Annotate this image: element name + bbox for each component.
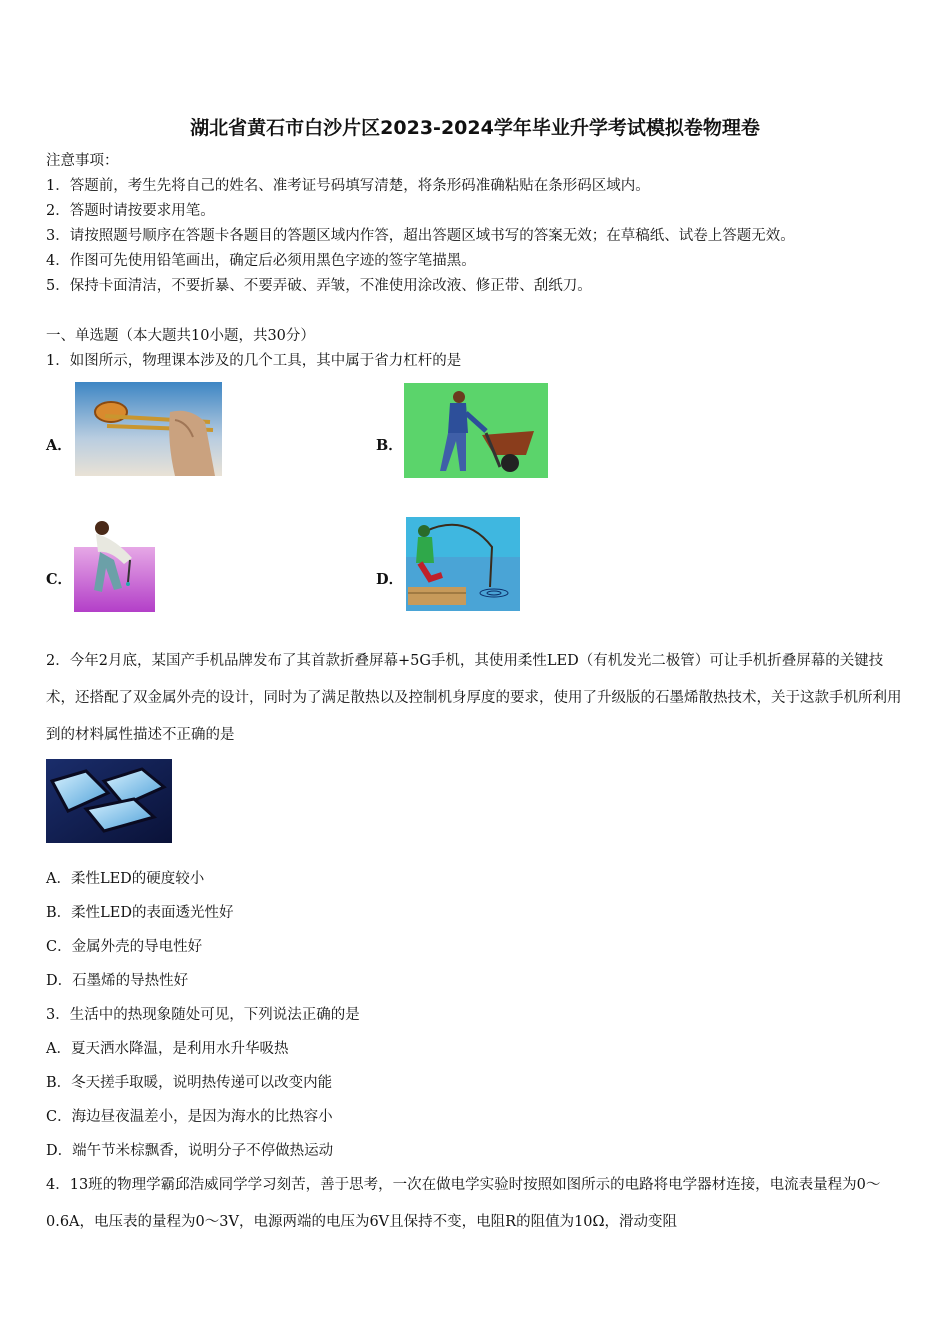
q1-option-a-label: A．	[46, 437, 72, 454]
q2-option-c: C．金属外壳的导电性好	[46, 939, 203, 955]
q3-option-c: C．海边昼夜温差小，是因为海水的比热容小	[46, 1109, 333, 1125]
tweezers-child-image	[74, 520, 155, 612]
q2-option-a: A．柔性LED的硬度较小	[46, 871, 205, 887]
chopsticks-image	[75, 382, 222, 476]
question-4-stem: 4．13班的物理学霸邱浩威同学学习刻苦，善于思考，一次在做电学实验时按照如图所示的电路将电学器材连接，电流表量程为0～0.6A，电压表的量程为0～3V，电源两端的电压为6V且保持不变，电阻R的阻值为10Ω，滑动变阻	[46, 1177, 881, 1230]
q3-option-d: D．端午节米棕飘香，说明分子不停做热运动	[46, 1143, 334, 1159]
notice-heading: 注意事项：	[46, 153, 119, 169]
notice-2: 2．答题时请按要求用笔。	[46, 203, 215, 219]
q2-option-b: B．柔性LED的表面透光性好	[46, 905, 234, 921]
fishing-rod-image	[406, 517, 520, 611]
notice-5: 5．保持卡面清洁，不要折暴、不要弄破、弄皱，不准使用涂改液、修正带、刮纸刀。	[46, 278, 592, 294]
q3-option-a: A．夏天洒水降温，是利用水升华吸热	[46, 1041, 289, 1057]
wheelbarrow-image	[404, 383, 548, 478]
q2-option-d: D．石墨烯的导热性好	[46, 973, 189, 989]
notice-1: 1．答题前，考生先将自己的姓名、准考证号码填写清楚，将条形码准确粘贴在条形码区域内。	[46, 178, 650, 194]
notice-4: 4．作图可先使用铅笔画出，确定后必须用黑色字迹的签字笔描黑。	[46, 253, 476, 269]
notice-3: 3．请按照题号顺序在答题卡各题目的答题区域内作答，超出答题区域书写的答案无效；在草稿纸、试卷上答题无效。	[46, 228, 795, 244]
page-title: 湖北省黄石市白沙片区2023-2024学年毕业升学考试模拟卷物理卷	[190, 117, 760, 139]
question-3-stem: 3．生活中的热现象随处可见，下列说法正确的是	[46, 1007, 360, 1023]
q1-option-c-label: C．	[46, 571, 73, 588]
q1-option-d-label: D．	[376, 571, 404, 588]
question-2-stem: 2．今年2月底，某国产手机品牌发布了其首款折叠屏幕+5G手机，其使用柔性LED（有机发光二极管）可让手机折叠屏幕的关键技术，还搭配了双金属外壳的设计，同时为了满足散热以及控制机身厚度的要求，使用了升级版的石墨烯散热技术，关于这款手机所利用到的材料属性描述不正确的是	[46, 653, 902, 743]
folding-phone-image	[46, 759, 172, 843]
q1-option-b-label: B．	[376, 437, 403, 454]
question-1-stem: 1．如图所示，物理课本涉及的几个工具，其中属于省力杠杆的是	[46, 353, 462, 369]
section-heading: 一、单选题（本大题共10小题，共30分）	[46, 328, 315, 344]
q3-option-b: B．冬天搓手取暖，说明热传递可以改变内能	[46, 1075, 333, 1091]
